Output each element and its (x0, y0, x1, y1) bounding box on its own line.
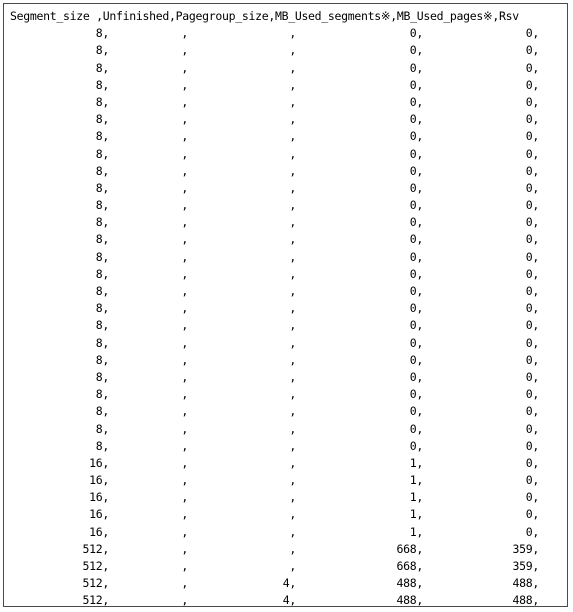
mb-used-segments-cell: 0, (409, 318, 423, 333)
table-row (10, 317, 567, 334)
pagegroup-size-cell: , (289, 541, 296, 556)
mb-used-pages-cell: 0, (525, 232, 539, 247)
mb-used-segments-cell: 0, (409, 421, 423, 436)
table-row (10, 455, 567, 472)
table-row (10, 369, 567, 386)
pagegroup-size-cell: 4, (282, 576, 296, 591)
segment-size-cell: 8, (95, 438, 109, 453)
pagegroup-size-cell: , (289, 369, 296, 384)
mb-used-pages-cell: 0, (525, 266, 539, 281)
table-row (10, 386, 567, 403)
table-row (10, 266, 567, 283)
unfinished-cell: , (181, 369, 188, 384)
csv-rows (10, 25, 567, 609)
pagegroup-size-cell: , (289, 249, 296, 264)
segment-size-cell: 16, (89, 490, 109, 505)
mb-used-segments-cell: 1, (409, 507, 423, 522)
pagegroup-size-cell: , (289, 387, 296, 402)
unfinished-cell: , (181, 421, 188, 436)
mb-used-pages-cell: 0, (525, 352, 539, 367)
mb-used-segments-cell: 0, (409, 387, 423, 402)
table-row (10, 575, 567, 592)
mb-used-pages-cell: 0, (525, 180, 539, 195)
pagegroup-size-cell: , (289, 524, 296, 539)
segment-size-cell: 16, (89, 473, 109, 488)
table-row (10, 146, 567, 163)
mb-used-pages-cell: 488, (512, 576, 539, 591)
unfinished-cell: , (181, 146, 188, 161)
mb-used-segments-cell: 1, (409, 473, 423, 488)
table-row (10, 214, 567, 231)
mb-used-pages-cell: 0, (525, 129, 539, 144)
segment-size-cell: 512, (82, 576, 109, 591)
pagegroup-size-cell: , (289, 318, 296, 333)
pagegroup-size-cell: , (289, 404, 296, 419)
mb-used-pages-cell: 0, (525, 301, 539, 316)
mb-used-pages-cell: 0, (525, 43, 539, 58)
pagegroup-size-cell: , (289, 129, 296, 144)
segment-size-cell: 8, (95, 301, 109, 316)
mb-used-pages-cell: 0, (525, 77, 539, 92)
mb-used-segments-cell: 488, (396, 593, 423, 608)
segment-size-cell: 8, (95, 387, 109, 402)
unfinished-cell: , (181, 249, 188, 264)
mb-used-pages-cell: 0, (525, 284, 539, 298)
segment-size-cell: 8, (95, 180, 109, 195)
pagegroup-size-cell: , (289, 473, 296, 488)
unfinished-cell: , (181, 541, 188, 556)
pagegroup-size-cell: , (289, 284, 296, 298)
unfinished-cell: , (181, 163, 188, 178)
unfinished-cell: , (181, 198, 188, 213)
segment-size-cell: 8, (95, 249, 109, 264)
mb-used-segments-cell: 0, (409, 232, 423, 247)
unfinished-cell: , (181, 26, 188, 41)
pagegroup-size-cell: , (289, 352, 296, 367)
table-row (10, 524, 567, 541)
segment-size-cell: 8, (95, 94, 109, 109)
table-row (10, 231, 567, 248)
unfinished-cell: , (181, 60, 188, 75)
table-row (10, 558, 567, 575)
table-row (10, 60, 567, 77)
unfinished-cell: , (181, 301, 188, 316)
pagegroup-size-cell: , (289, 335, 296, 350)
mb-used-segments-cell: 0, (409, 215, 423, 230)
pagegroup-size-cell: , (289, 26, 296, 41)
mb-used-segments-cell: 0, (409, 77, 423, 92)
table-row (10, 283, 567, 300)
pagegroup-size-cell: , (289, 490, 296, 505)
mb-used-segments-cell: 0, (409, 301, 423, 316)
table-row (10, 197, 567, 214)
mb-used-segments-cell: 0, (409, 163, 423, 178)
unfinished-cell: , (181, 284, 188, 298)
csv-listing (10, 8, 567, 606)
output-panel (3, 3, 568, 607)
pagegroup-size-cell: , (289, 60, 296, 75)
segment-size-cell: 16, (89, 455, 109, 470)
table-row (10, 335, 567, 352)
mb-used-segments-cell: 488, (396, 576, 423, 591)
pagegroup-size-cell: , (289, 180, 296, 195)
unfinished-cell: , (181, 43, 188, 58)
mb-used-segments-cell: 0, (409, 404, 423, 419)
mb-used-segments-cell: 668, (396, 559, 423, 573)
mb-used-pages-cell: 0, (525, 404, 539, 419)
mb-used-segments-cell: 0, (409, 26, 423, 41)
mb-used-pages-cell: 0, (525, 473, 539, 488)
table-row (10, 163, 567, 180)
unfinished-cell: , (181, 524, 188, 539)
segment-size-cell: 8, (95, 266, 109, 281)
segment-size-cell: 8, (95, 163, 109, 178)
mb-used-pages-cell: 0, (525, 60, 539, 75)
mb-used-pages-cell: 0, (525, 146, 539, 161)
mb-used-pages-cell: 0, (525, 369, 539, 384)
segment-size-cell: 8, (95, 335, 109, 350)
pagegroup-size-cell: , (289, 163, 296, 178)
unfinished-cell: , (181, 77, 188, 92)
pagegroup-size-cell: , (289, 215, 296, 230)
table-row (10, 403, 567, 420)
segment-size-cell: 512, (82, 593, 109, 608)
pagegroup-size-cell: , (289, 507, 296, 522)
table-row (10, 506, 567, 523)
segment-size-cell: 8, (95, 404, 109, 419)
mb-used-pages-cell: 0, (525, 438, 539, 453)
unfinished-cell: , (181, 129, 188, 144)
unfinished-cell: , (181, 232, 188, 247)
table-row (10, 472, 567, 489)
mb-used-pages-cell: 0, (525, 524, 539, 539)
pagegroup-size-cell: , (289, 77, 296, 92)
unfinished-cell: , (181, 266, 188, 281)
unfinished-cell: , (181, 180, 188, 195)
segment-size-cell: 8, (95, 129, 109, 144)
mb-used-pages-cell: 0, (525, 94, 539, 109)
table-row (10, 94, 567, 111)
segment-size-cell: 16, (89, 507, 109, 522)
mb-used-pages-cell: 0, (525, 249, 539, 264)
table-row (10, 249, 567, 266)
mb-used-segments-cell: 0, (409, 94, 423, 109)
pagegroup-size-cell: , (289, 43, 296, 58)
mb-used-pages-cell: 0, (525, 215, 539, 230)
unfinished-cell: , (181, 215, 188, 230)
pagegroup-size-cell: , (289, 438, 296, 453)
mb-used-pages-cell: 0, (525, 387, 539, 402)
segment-size-cell: 8, (95, 318, 109, 333)
table-row (10, 592, 567, 609)
pagegroup-size-cell: , (289, 94, 296, 109)
unfinished-cell: , (181, 593, 188, 608)
mb-used-pages-cell: 359, (512, 559, 539, 573)
mb-used-pages-cell: 0, (525, 335, 539, 350)
mb-used-segments-cell: 0, (409, 129, 423, 144)
mb-used-pages-cell: 0, (525, 421, 539, 436)
unfinished-cell: , (181, 94, 188, 109)
segment-size-cell: 8, (95, 421, 109, 436)
unfinished-cell: , (181, 507, 188, 522)
mb-used-pages-cell: 0, (525, 198, 539, 213)
segment-size-cell: 512, (82, 541, 109, 556)
mb-used-segments-cell: 0, (409, 198, 423, 213)
mb-used-pages-cell: 0, (525, 455, 539, 470)
mb-used-pages-cell: 0, (525, 507, 539, 522)
mb-used-segments-cell: 0, (409, 249, 423, 264)
csv-header-line: Segment_size ,Unfinished,Pagegroup_size,MB_Used_segments※,MB_Used_pages※,Rsv (10, 9, 519, 23)
unfinished-cell: , (181, 576, 188, 591)
pagegroup-size-cell: , (289, 301, 296, 316)
pagegroup-size-cell: , (289, 421, 296, 436)
segment-size-cell: 8, (95, 112, 109, 127)
table-row (10, 180, 567, 197)
unfinished-cell: , (181, 387, 188, 402)
mb-used-pages-cell: 0, (525, 112, 539, 127)
segment-size-cell: 8, (95, 284, 109, 298)
unfinished-cell: , (181, 335, 188, 350)
segment-size-cell: 8, (95, 232, 109, 247)
unfinished-cell: , (181, 438, 188, 453)
segment-size-cell: 512, (82, 559, 109, 573)
pagegroup-size-cell: , (289, 266, 296, 281)
segment-size-cell: 8, (95, 352, 109, 367)
mb-used-pages-cell: 0, (525, 26, 539, 41)
mb-used-pages-cell: 488, (512, 593, 539, 608)
segment-size-cell: 8, (95, 369, 109, 384)
mb-used-segments-cell: 1, (409, 455, 423, 470)
mb-used-segments-cell: 0, (409, 180, 423, 195)
unfinished-cell: , (181, 490, 188, 505)
mb-used-segments-cell: 0, (409, 335, 423, 350)
table-row (10, 128, 567, 145)
mb-used-pages-cell: 359, (512, 541, 539, 556)
unfinished-cell: , (181, 559, 188, 573)
table-row (10, 111, 567, 128)
mb-used-segments-cell: 0, (409, 284, 423, 298)
segment-size-cell: 8, (95, 43, 109, 58)
mb-used-pages-cell: 0, (525, 163, 539, 178)
table-row (10, 77, 567, 94)
segment-size-cell: 8, (95, 215, 109, 230)
mb-used-segments-cell: 668, (396, 541, 423, 556)
segment-size-cell: 8, (95, 146, 109, 161)
table-row (10, 421, 567, 438)
table-row (10, 352, 567, 369)
pagegroup-size-cell: , (289, 112, 296, 127)
pagegroup-size-cell: 4, (282, 593, 296, 608)
table-row (10, 438, 567, 455)
mb-used-segments-cell: 0, (409, 266, 423, 281)
table-row (10, 25, 567, 42)
mb-used-segments-cell: 0, (409, 369, 423, 384)
pagegroup-size-cell: , (289, 232, 296, 247)
pagegroup-size-cell: , (289, 146, 296, 161)
segment-size-cell: 8, (95, 60, 109, 75)
segment-size-cell: 16, (89, 524, 109, 539)
mb-used-segments-cell: 1, (409, 490, 423, 505)
pagegroup-size-cell: , (289, 559, 296, 573)
unfinished-cell: , (181, 318, 188, 333)
table-row (10, 300, 567, 317)
mb-used-pages-cell: 0, (525, 318, 539, 333)
unfinished-cell: , (181, 404, 188, 419)
mb-used-segments-cell: 1, (409, 524, 423, 539)
mb-used-segments-cell: 0, (409, 352, 423, 367)
segment-size-cell: 8, (95, 77, 109, 92)
mb-used-segments-cell: 0, (409, 112, 423, 127)
mb-used-segments-cell: 0, (409, 43, 423, 58)
unfinished-cell: , (181, 112, 188, 127)
unfinished-cell: , (181, 473, 188, 488)
mb-used-segments-cell: 0, (409, 438, 423, 453)
table-row (10, 541, 567, 558)
pagegroup-size-cell: , (289, 455, 296, 470)
mb-used-segments-cell: 0, (409, 60, 423, 75)
unfinished-cell: , (181, 352, 188, 367)
mb-used-pages-cell: 0, (525, 490, 539, 505)
mb-used-segments-cell: 0, (409, 146, 423, 161)
segment-size-cell: 8, (95, 26, 109, 41)
pagegroup-size-cell: , (289, 198, 296, 213)
table-row (10, 489, 567, 506)
table-row (10, 42, 567, 59)
segment-size-cell: 8, (95, 198, 109, 213)
unfinished-cell: , (181, 455, 188, 470)
